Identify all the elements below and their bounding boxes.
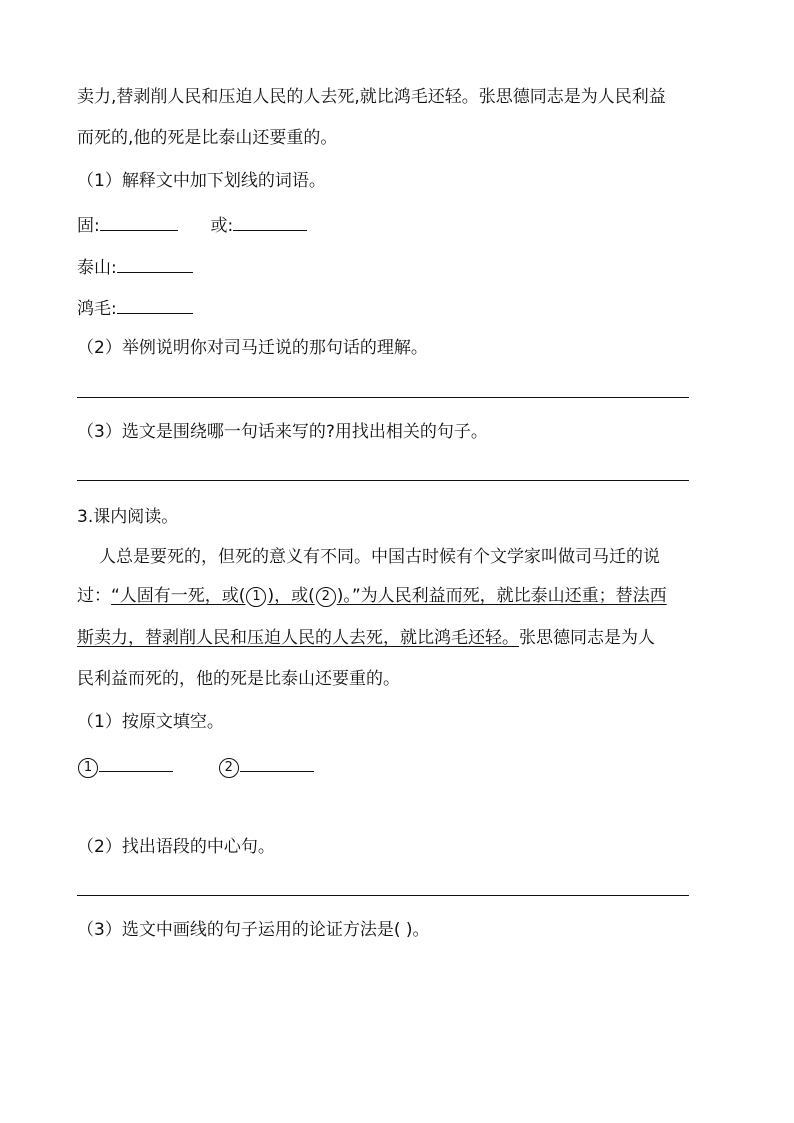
passage-line-1: 卖力,替剥削人民和压迫人民的人去死,就比鸿毛还轻。张思德同志是为人民利益 bbox=[77, 87, 666, 107]
question-3-answer-line[interactable] bbox=[77, 480, 689, 481]
subquestion-3-prompt: （3）选文中画线的句子运用的论证方法是( )。 bbox=[77, 920, 430, 940]
q1-gu-row bbox=[77, 212, 307, 237]
circled-number-1: 1 bbox=[246, 587, 266, 607]
q1-taishan-row bbox=[77, 254, 193, 279]
blank-2-answer[interactable] bbox=[240, 753, 314, 772]
gu-answer-blank[interactable] bbox=[100, 212, 178, 231]
passage-line-2: 而死的,他的死是比泰山还要重的。 bbox=[77, 128, 338, 148]
subquestion-2-answer-line[interactable] bbox=[77, 895, 689, 896]
underlined-sentence: 斯卖力，替剥削人民和压迫人民的人去死，就比鸿毛还轻。 bbox=[77, 628, 519, 648]
section-3-heading: 3.课内阅读。 bbox=[77, 507, 179, 527]
underlined-quote: “人固有一死，或( 1 )，或( 2 )。”为人民利益而死，就比泰山还重；替法西 bbox=[111, 586, 667, 606]
hongmao-answer-blank[interactable] bbox=[117, 295, 193, 314]
section-3-paragraph-line-4: 民利益而死的，他的死是比泰山还要重的。 bbox=[77, 669, 400, 689]
circled-number-2: 2 bbox=[316, 587, 336, 607]
huo-answer-blank[interactable] bbox=[233, 212, 307, 231]
section-3-paragraph-line-2 bbox=[77, 585, 667, 607]
subquestion-2-prompt: （2）找出语段的中心句。 bbox=[77, 837, 275, 857]
section-3-paragraph-line-1: 人总是要死的，但死的意义有不同。中国古时候有个文学家叫做司马迁的说 bbox=[99, 547, 660, 567]
subquestion-1-blanks bbox=[77, 753, 314, 778]
blank-2-number: 2 bbox=[219, 758, 239, 778]
paragraph-text: 过： bbox=[77, 586, 111, 606]
question-2-answer-line[interactable] bbox=[77, 397, 689, 398]
taishan-answer-blank[interactable] bbox=[117, 254, 193, 273]
gu-label: 固: bbox=[77, 216, 100, 236]
blank-1-number: 1 bbox=[78, 758, 98, 778]
subquestion-1-prompt: （1）按原文填空。 bbox=[77, 712, 224, 732]
hongmao-label: 鸿毛: bbox=[77, 299, 117, 319]
question-1-prompt: （1）解释文中加下划线的词语。 bbox=[77, 171, 326, 191]
paragraph-text: 张思德同志是为人 bbox=[519, 628, 655, 648]
question-2-prompt: （2）举例说明你对司马迁说的那句话的理解。 bbox=[77, 338, 428, 358]
blank-1-answer[interactable] bbox=[99, 753, 173, 772]
taishan-label: 泰山: bbox=[77, 258, 117, 278]
question-3-prompt: （3）选文是围绕哪一句话来写的?用找出相关的句子。 bbox=[77, 422, 488, 442]
section-3-paragraph-line-3 bbox=[77, 627, 655, 649]
huo-label: 或: bbox=[210, 216, 234, 236]
q1-hongmao-row bbox=[77, 295, 193, 320]
